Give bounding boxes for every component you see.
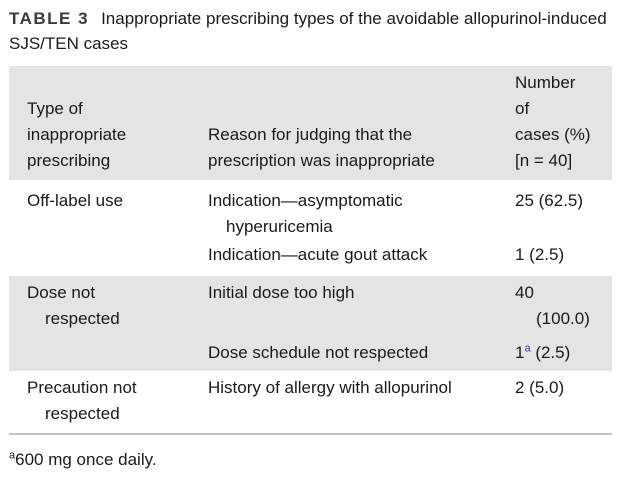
row-reason (208, 188, 498, 240)
header-count-line: [n = 40] (515, 151, 573, 170)
row-type (27, 375, 197, 427)
header-type-line: inappropriate (27, 125, 127, 144)
row-count (515, 280, 610, 332)
table-row (9, 180, 612, 240)
prescribing-table (9, 66, 612, 435)
footnote-text: 600 mg once daily. (15, 450, 157, 469)
row-type-line: respected (45, 309, 120, 328)
row-type-line: Dose not (27, 283, 96, 302)
row-count: 2 (5.0) (515, 378, 565, 397)
table-header (9, 66, 612, 180)
footnote-marker[interactable]: a (524, 342, 531, 355)
header-reason (208, 122, 498, 174)
table-label: TABLE 3 (9, 9, 90, 28)
row-type-line: respected (45, 404, 120, 423)
header-count-line: Number (515, 73, 576, 92)
table-row (9, 240, 612, 276)
header-type-line: prescribing (27, 151, 111, 170)
row-type-line: Precaution not (27, 378, 137, 397)
header-reason-line: prescription was inappropriate (208, 151, 435, 170)
row-reason: History of allergy with allopurinol (208, 378, 452, 397)
count-percent: (2.5) (530, 343, 571, 362)
row-count (515, 340, 610, 366)
table-footnote (9, 448, 157, 472)
row-count-line: (100.0) (536, 309, 590, 328)
table-row-group (9, 276, 612, 371)
row-reason: Dose schedule not respected (208, 343, 429, 362)
header-count-line: cases (%) (515, 125, 591, 144)
table-caption (9, 6, 609, 56)
row-type: Off-label use (27, 191, 124, 210)
row-reason-line: hyperuricemia (226, 217, 333, 236)
table-row (9, 371, 612, 433)
row-reason: Initial dose too high (208, 283, 355, 302)
header-count (515, 70, 610, 174)
table-bottom-rule (9, 433, 612, 435)
header-type (27, 96, 197, 174)
count-value: 1 (515, 343, 525, 362)
header-count-line: of (515, 99, 530, 118)
row-reason: Indication—acute gout attack (208, 245, 428, 264)
row-count: 25 (62.5) (515, 191, 584, 210)
row-reason-line: Indication—asymptomatic (208, 191, 403, 210)
header-type-line: Type of (27, 99, 83, 118)
footnote-marker: a (9, 449, 16, 462)
row-count: 1 (2.5) (515, 245, 565, 264)
table-title: Inappropriate prescribing types of the avoidable allopurinol-induced SJS/TEN cases (9, 9, 607, 53)
row-count-line: 40 (515, 283, 534, 302)
header-reason-line: Reason for judging that the (208, 125, 413, 144)
row-type (27, 280, 197, 332)
